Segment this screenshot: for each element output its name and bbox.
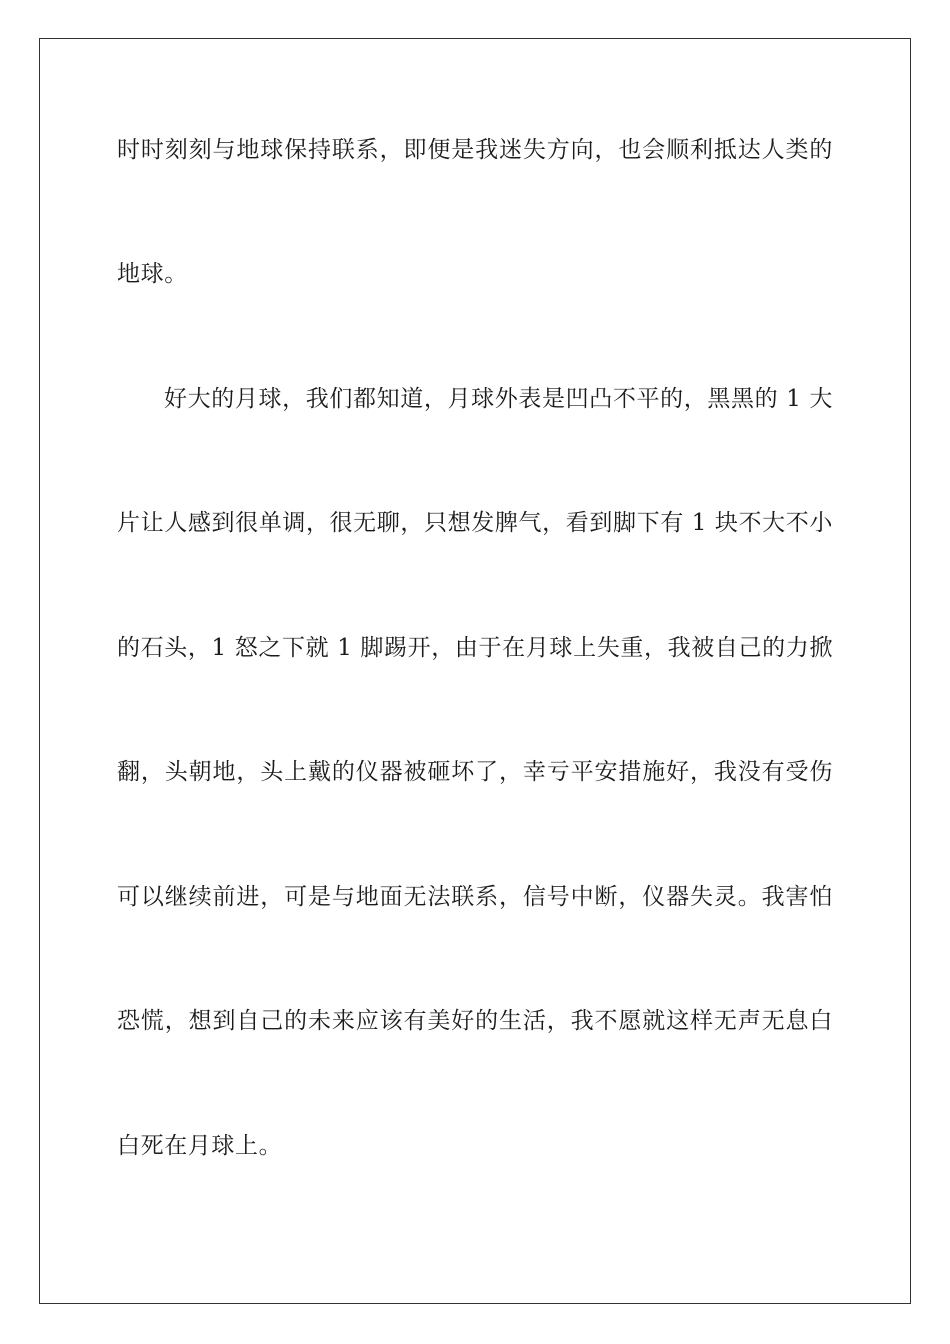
text-line: 地球。 [117, 261, 188, 287]
paragraph-first-line: 好大的月球，我们都知道，月球外表是凹凸不平的，黑黑的 1 大 [164, 386, 833, 412]
page-border [39, 38, 911, 1304]
text-line: 片让人感到很单调，很无聊，只想发脾气，看到脚下有 1 块不大不小 [117, 510, 833, 536]
text-line: 可以继续前进，可是与地面无法联系，信号中断，仪器失灵。我害怕 [117, 884, 833, 910]
text-line: 白死在月球上。 [117, 1133, 283, 1159]
text-line: 的石头，1 怒之下就 1 脚踢开，由于在月球上失重，我被自己的力掀 [117, 635, 833, 661]
text-line: 时时刻刻与地球保持联系，即便是我迷失方向，也会顺利抵达人类的 [117, 137, 833, 163]
text-line: 恐慌，想到自己的未来应该有美好的生活，我不愿就这样无声无息白 [117, 1008, 833, 1034]
text-line: 翻，头朝地，头上戴的仪器被砸坏了，幸亏平安措施好，我没有受伤 [117, 759, 833, 785]
